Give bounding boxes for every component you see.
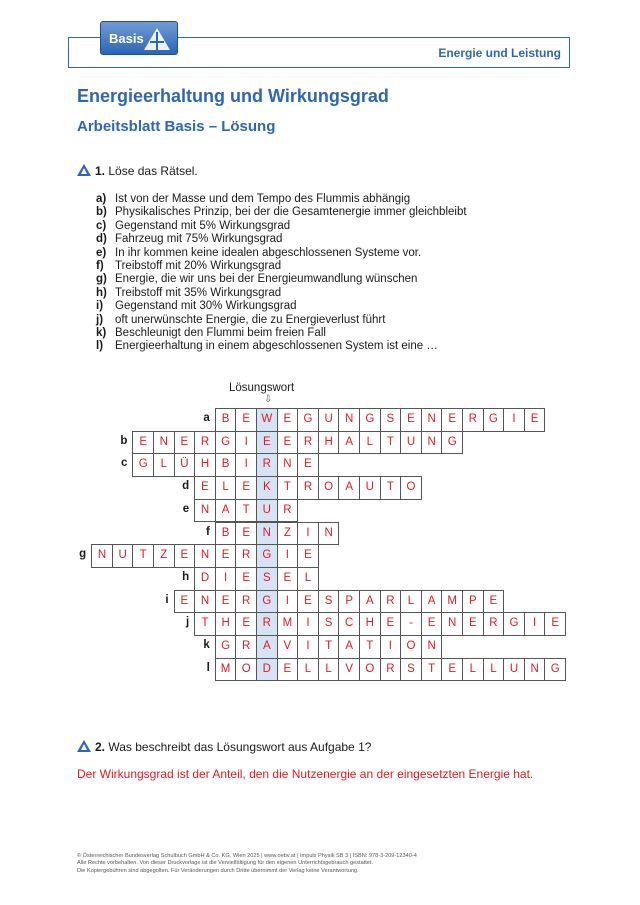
crossword-cell: E bbox=[235, 408, 257, 432]
task-2-answer: Der Wirkungsgrad ist der Anteil, den die Nutzenergie an der eingesetzten Energie hat. bbox=[77, 767, 534, 781]
crossword-cell: I bbox=[503, 408, 525, 432]
crossword-cell: L bbox=[153, 453, 175, 477]
crossword-row-label: f bbox=[205, 525, 210, 538]
crossword-cell: E bbox=[421, 612, 443, 636]
crossword-cell: G bbox=[215, 635, 237, 659]
crossword-cell: S bbox=[318, 612, 340, 636]
crossword-cell: E bbox=[215, 544, 237, 568]
crossword-cell: E bbox=[441, 658, 463, 682]
clue-item bbox=[96, 327, 467, 340]
crossword-cell: E bbox=[277, 431, 299, 455]
crossword-cell: I bbox=[215, 567, 237, 591]
triangle-level-icon bbox=[77, 164, 91, 176]
crossword-row-label: c bbox=[120, 457, 128, 470]
crossword-cell: M bbox=[215, 658, 237, 682]
clue-text: Energie, die wir uns bei der Energieumwandlung wünschen bbox=[115, 273, 418, 286]
crossword-cell: L bbox=[400, 590, 422, 614]
crossword-cell: B bbox=[215, 408, 237, 432]
crossword-cell: - bbox=[400, 612, 422, 636]
clue-item bbox=[96, 260, 467, 273]
crossword-cell: O bbox=[235, 658, 257, 682]
crossword-cell: H bbox=[359, 612, 381, 636]
clue-letter: c) bbox=[96, 219, 107, 232]
crossword-row-label: e bbox=[182, 502, 190, 515]
crossword-cell: R bbox=[297, 476, 319, 500]
task-2-text: Was beschreibt das Lösungswort aus Aufgabe 1? bbox=[108, 740, 372, 754]
crossword-solution-cell: A bbox=[256, 635, 278, 659]
crossword-cell: N bbox=[194, 544, 216, 568]
header-topic: Energie und Leistung bbox=[438, 46, 561, 60]
crossword-solution-cell: G bbox=[256, 590, 278, 614]
crossword-cell: M bbox=[441, 590, 463, 614]
crossword-cell: L bbox=[462, 658, 484, 682]
crossword-cell: A bbox=[421, 590, 443, 614]
crossword-cell: E bbox=[297, 544, 319, 568]
crossword-cell: C bbox=[338, 612, 360, 636]
crossword-cell: Ü bbox=[174, 453, 196, 477]
crossword-cell: A bbox=[338, 635, 360, 659]
clue-text: Treibstoff mit 35% Wirkungsgrad bbox=[115, 286, 282, 299]
clue-text: Energieerhaltung in einem abgeschlossenen System ist eine … bbox=[115, 340, 438, 353]
clue-text: Ist von der Masse und dem Tempo des Flummis abhängig bbox=[115, 193, 411, 205]
crossword-cell: T bbox=[318, 635, 340, 659]
crossword-cell: T bbox=[380, 431, 402, 455]
crossword-cell: E bbox=[297, 453, 319, 477]
crossword-cell: E bbox=[380, 612, 402, 636]
clue-item bbox=[96, 287, 467, 300]
crossword-cell: N bbox=[277, 453, 299, 477]
crossword-cell: E bbox=[277, 408, 299, 432]
clue-item bbox=[96, 206, 467, 219]
crossword-cell: R bbox=[462, 408, 484, 432]
crossword-cell: N bbox=[441, 612, 463, 636]
crossword-cell: E bbox=[194, 476, 216, 500]
clue-letter: i) bbox=[96, 300, 104, 313]
crossword-cell: H bbox=[215, 612, 237, 636]
clue-item bbox=[96, 220, 467, 233]
crossword-row-label: b bbox=[120, 434, 128, 447]
crossword-cell: S bbox=[318, 590, 340, 614]
crossword-cell: E bbox=[400, 408, 422, 432]
solution-word-label: Lösungswort bbox=[229, 382, 295, 394]
task-2-number: 2. bbox=[95, 740, 106, 754]
crossword-cell: R bbox=[235, 590, 257, 614]
clue-letter: e) bbox=[96, 246, 107, 259]
crossword-cell: G bbox=[359, 408, 381, 432]
crossword-cell: I bbox=[380, 635, 402, 659]
crossword-cell: N bbox=[421, 408, 443, 432]
clue-letter: f) bbox=[96, 260, 104, 273]
crossword-cell: L bbox=[297, 567, 319, 591]
crossword-row-label: j bbox=[185, 616, 190, 629]
crossword-solution-cell: D bbox=[256, 658, 278, 682]
crossword-cell: T bbox=[277, 476, 299, 500]
crossword-cell: I bbox=[297, 635, 319, 659]
arrow-down-icon: ⇩ bbox=[264, 394, 273, 405]
crossword-cell: B bbox=[215, 522, 237, 546]
clue-item bbox=[96, 340, 467, 353]
crossword-cell: L bbox=[483, 658, 505, 682]
footer-line: © Österreichischer Bundesverlag Schulbuch GmbH & Co. KG, Wien 2025 | www.oebv.at | Impuls Physik SB 3 | ISBN: 978-3-209-12340-4 bbox=[77, 853, 417, 859]
crossword-cell: I bbox=[235, 453, 257, 477]
clue-item bbox=[96, 193, 467, 206]
crossword-cell: R bbox=[380, 590, 402, 614]
clue-text: In ihr kommen keine idealen abgeschlossenen Systeme vor. bbox=[115, 246, 422, 259]
crossword-cell: U bbox=[400, 431, 422, 455]
crossword-cell: A bbox=[215, 499, 237, 523]
clue-text: Beschleunigt den Flummi beim freien Fall bbox=[115, 327, 326, 340]
clue-item bbox=[96, 300, 467, 313]
crossword-cell: N bbox=[194, 590, 216, 614]
logo-label: Basis bbox=[109, 31, 144, 46]
crossword-cell: N bbox=[194, 499, 216, 523]
crossword-cell: R bbox=[297, 431, 319, 455]
clue-letter: l) bbox=[96, 340, 104, 353]
crossword-cell: N bbox=[421, 635, 443, 659]
clue-letter: a) bbox=[96, 193, 107, 205]
clue-letter: k) bbox=[96, 327, 107, 340]
crossword-cell: L bbox=[318, 658, 340, 682]
crossword-cell: T bbox=[359, 635, 381, 659]
crossword-cell: N bbox=[318, 522, 340, 546]
crossword-cell: E bbox=[297, 590, 319, 614]
crossword-cell: G bbox=[544, 658, 566, 682]
crossword-solution-cell: E bbox=[256, 431, 278, 455]
crossword-cell: E bbox=[235, 476, 257, 500]
footer-line: Die Kopiergebühren sind abgegolten. Für Veränderungen durch Dritte übernimmt der Verlag keine Verantwortung. bbox=[77, 867, 359, 874]
crossword-solution-cell: K bbox=[256, 476, 278, 500]
crossword-cell: O bbox=[400, 635, 422, 659]
crossword-cell: T bbox=[235, 499, 257, 523]
crossword-cell: N bbox=[153, 431, 175, 455]
crossword-cell: R bbox=[277, 499, 299, 523]
crossword-row-label: g bbox=[79, 548, 87, 561]
page-subtitle: Arbeitsblatt Basis – Lösung bbox=[77, 118, 276, 135]
clue-letter: g) bbox=[96, 273, 107, 286]
crossword-cell: U bbox=[359, 476, 381, 500]
crossword-cell: T bbox=[194, 612, 216, 636]
crossword-cell: E bbox=[132, 431, 154, 455]
clue-text: Physikalisches Prinzip, bei der die Gesamtenergie immer gleichbleibt bbox=[115, 206, 467, 219]
crossword-row-label: h bbox=[182, 570, 190, 583]
crossword-cell: E bbox=[441, 408, 463, 432]
crossword-cell: G bbox=[297, 408, 319, 432]
crossword-cell: R bbox=[380, 658, 402, 682]
crossword-cell: V bbox=[277, 635, 299, 659]
crossword-solution-cell: S bbox=[256, 567, 278, 591]
crossword-cell: I bbox=[277, 544, 299, 568]
crossword-cell: S bbox=[380, 408, 402, 432]
clue-list bbox=[96, 193, 467, 354]
crossword-cell: E bbox=[215, 590, 237, 614]
crossword-cell: A bbox=[338, 476, 360, 500]
crossword-cell: E bbox=[524, 408, 546, 432]
crossword-cell: E bbox=[277, 658, 299, 682]
crossword-cell: R bbox=[194, 431, 216, 455]
crossword-cell: V bbox=[338, 658, 360, 682]
crossword-cell: R bbox=[235, 635, 257, 659]
crossword-cell: E bbox=[235, 567, 257, 591]
crossword-cell: E bbox=[235, 612, 257, 636]
crossword-solution-cell: R bbox=[256, 453, 278, 477]
crossword-cell: A bbox=[359, 590, 381, 614]
clue-text: Gegenstand mit 5% Wirkungsgrad bbox=[115, 219, 291, 232]
crossword-cell: D bbox=[194, 567, 216, 591]
clue-letter: d) bbox=[96, 233, 107, 246]
crossword-cell: M bbox=[277, 612, 299, 636]
crossword-solution-cell: W bbox=[256, 408, 278, 432]
crossword-cell: A bbox=[338, 431, 360, 455]
crossword-cell: P bbox=[462, 590, 484, 614]
clue-text: Treibstoff mit 20% Wirkungsgrad bbox=[115, 260, 282, 273]
crossword-cell: E bbox=[462, 612, 484, 636]
crossword-cell: N bbox=[91, 544, 113, 568]
crossword-cell: E bbox=[235, 522, 257, 546]
clue-letter: b) bbox=[96, 206, 107, 219]
crossword-cell: I bbox=[297, 522, 319, 546]
crossword-cell: Z bbox=[277, 522, 299, 546]
crossword-cell: G bbox=[132, 453, 154, 477]
crossword-cell: B bbox=[215, 453, 237, 477]
crossword-solution-cell: R bbox=[256, 612, 278, 636]
crossword-cell: Z bbox=[153, 544, 175, 568]
crossword-row-label: l bbox=[206, 661, 210, 674]
crossword-row-label: d bbox=[182, 480, 190, 493]
crossword-cell: L bbox=[359, 431, 381, 455]
clue-letter: j) bbox=[96, 313, 104, 326]
crossword-cell: E bbox=[544, 612, 566, 636]
crossword-row-label: i bbox=[165, 593, 169, 606]
crossword-solution-cell: G bbox=[256, 544, 278, 568]
crossword-cell: E bbox=[277, 567, 299, 591]
crossword-cell: R bbox=[235, 544, 257, 568]
crossword-cell: H bbox=[194, 453, 216, 477]
clue-item bbox=[96, 273, 467, 286]
crossword-cell: I bbox=[524, 612, 546, 636]
clue-item bbox=[96, 247, 467, 260]
clue-text: Fahrzeug mit 75% Wirkungsgrad bbox=[115, 233, 283, 246]
footer bbox=[77, 853, 557, 875]
page-title: Energieerhaltung und Wirkungsgrad bbox=[77, 86, 389, 106]
crossword-cell: U bbox=[112, 544, 134, 568]
crossword-cell: I bbox=[235, 431, 257, 455]
crossword-row-label: k bbox=[203, 639, 210, 651]
crossword-cell: O bbox=[359, 658, 381, 682]
crossword-cell: H bbox=[318, 431, 340, 455]
crossword-cell: T bbox=[421, 658, 443, 682]
crossword-cell: G bbox=[215, 431, 237, 455]
task-1-text: Löse das Rätsel. bbox=[108, 164, 198, 178]
crossword-cell: G bbox=[503, 612, 525, 636]
crossword-cell: E bbox=[174, 544, 196, 568]
crossword-cell: N bbox=[524, 658, 546, 682]
crossword-cell: R bbox=[483, 612, 505, 636]
crossword-cell: E bbox=[174, 431, 196, 455]
crossword-cell: U bbox=[503, 658, 525, 682]
crossword-row-label: a bbox=[203, 412, 210, 424]
basis-logo bbox=[100, 21, 178, 55]
crossword-solution-cell: N bbox=[256, 522, 278, 546]
crossword-cell: E bbox=[483, 590, 505, 614]
footer-line: Alle Rechte vorbehalten. Von dieser Druckvorlage ist die Vervielfältigung für den eigenen Unterrichtsgebrauch gestattet. bbox=[77, 860, 374, 867]
crossword-cell: G bbox=[483, 408, 505, 432]
crossword-cell: N bbox=[338, 408, 360, 432]
task-1-heading bbox=[77, 164, 198, 178]
clue-text: oft unerwünschte Energie, die zu Energieverlust führt bbox=[115, 313, 386, 326]
crossword-cell: P bbox=[338, 590, 360, 614]
triangle-logo-icon bbox=[142, 26, 172, 52]
clue-letter: h) bbox=[96, 286, 107, 299]
crossword-cell: L bbox=[215, 476, 237, 500]
crossword-cell: E bbox=[174, 590, 196, 614]
crossword-cell: U bbox=[318, 408, 340, 432]
clue-item bbox=[96, 314, 467, 327]
crossword-cell: N bbox=[421, 431, 443, 455]
task-1-number: 1. bbox=[95, 164, 106, 178]
crossword-cell: T bbox=[380, 476, 402, 500]
crossword-cell: T bbox=[132, 544, 154, 568]
crossword-cell: O bbox=[400, 476, 422, 500]
clue-text: Gegenstand mit 30% Wirkungsgrad bbox=[115, 300, 297, 313]
crossword-cell: O bbox=[318, 476, 340, 500]
crossword-cell: I bbox=[297, 612, 319, 636]
crossword-solution-cell: U bbox=[256, 499, 278, 523]
crossword-cell: G bbox=[441, 431, 463, 455]
task-2-heading bbox=[77, 740, 371, 754]
clue-item bbox=[96, 233, 467, 246]
crossword-cell: S bbox=[400, 658, 422, 682]
crossword-cell: I bbox=[277, 590, 299, 614]
crossword-cell: L bbox=[297, 658, 319, 682]
triangle-level-icon bbox=[77, 740, 91, 752]
